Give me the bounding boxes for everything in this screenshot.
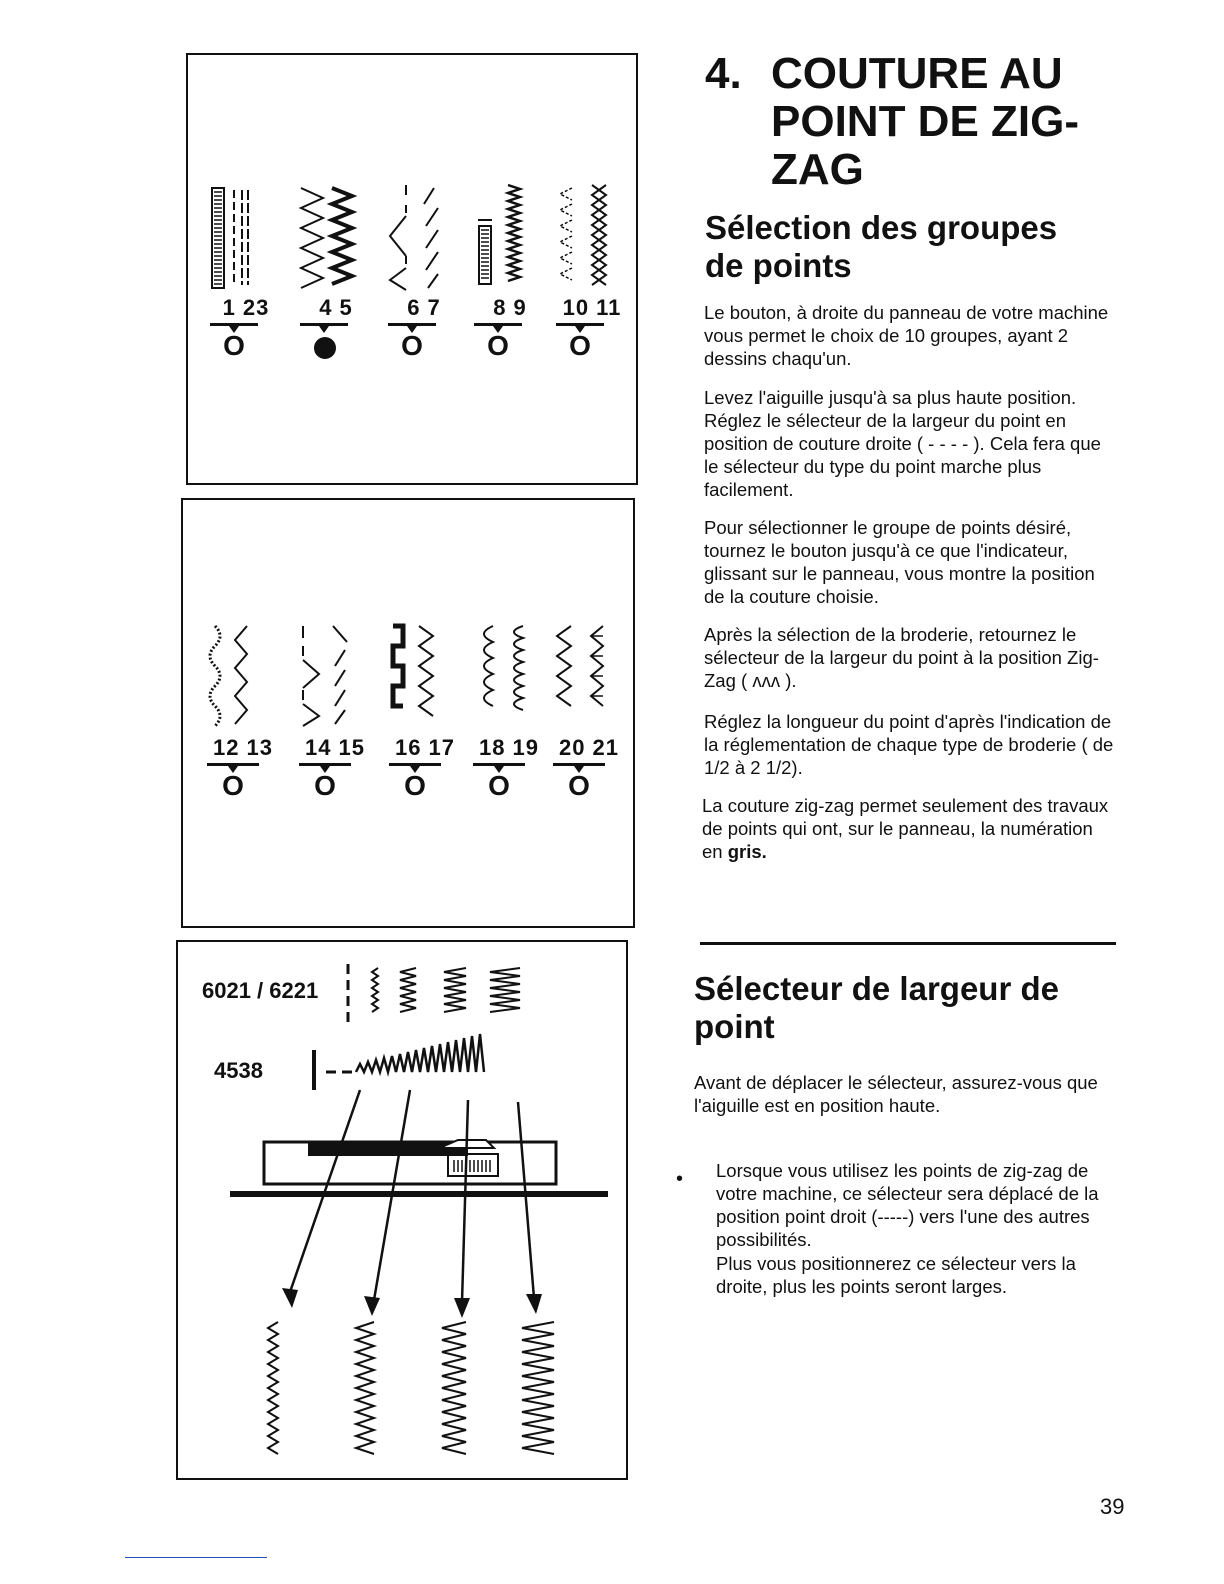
paragraph-2: Levez l'aiguille jusqu'à sa plus haute position. Réglez le sélecteur de la largeur du point en position de couture droite ( - - - - ). Cela fera que le sélecteur du type du point marche plus facilement. <box>704 387 1101 500</box>
stitch-numbers: 1 23 <box>222 295 270 320</box>
stitch-pattern-icon <box>295 618 375 748</box>
section-title-width-selector: Sélecteur de largeur de point <box>694 970 1059 1045</box>
stitch-numbers: 14 15 <box>304 735 366 760</box>
stitch-numbers: 10 11 <box>562 295 622 320</box>
stitch-panel-2 <box>181 498 635 928</box>
stitch-numbers: 6 7 <box>407 295 441 320</box>
indicator-circle: O <box>487 330 509 361</box>
paragraph-6-text: La couture zig-zag permet seulement des travaux de points qui ont, sur le panneau, la numération en <box>702 795 1109 862</box>
width-selector-diagram <box>178 942 626 1478</box>
model-label-6021-6221: 6021 / 6221 <box>202 978 319 1003</box>
indicator-circle: O <box>223 330 245 361</box>
bullet-dot: • <box>676 1168 684 1190</box>
indicator-circle: O <box>314 770 336 801</box>
stitch-numbers: 18 19 <box>478 735 540 760</box>
stitch-pattern-icon <box>384 180 464 310</box>
stitch-pattern-icon <box>296 180 376 310</box>
paragraph-1: Le bouton, à droite du panneau de votre machine vous permet le choix de 10 groupes, ayant 2 dessins chaqu'un. <box>704 302 1109 369</box>
paragraph-4: Après la sélection de la broderie, retournez le sélecteur de la largeur du point à la position Zig-Zag ( ʌʌʌ ). <box>704 624 1099 691</box>
stitch-numbers: 4 5 <box>319 295 353 320</box>
chapter-number: 4. <box>705 49 742 98</box>
stitch-pattern-icon <box>549 618 629 748</box>
page-number: 39 <box>1100 1494 1125 1519</box>
stitch-pattern-icon <box>385 618 465 748</box>
bold-gris: gris. <box>727 841 767 862</box>
indicator-circle: O <box>488 770 510 801</box>
indicator-circle: O <box>404 770 426 801</box>
paragraph-5: Réglez la longueur du point d'après l'indication de la réglementation de chaque type de broderie ( de 1/2 à 2 1/2). <box>704 711 1114 778</box>
indicator-dot <box>314 337 336 359</box>
model-label-4538: 4538 <box>214 1058 263 1083</box>
stitch-numbers: 8 9 <box>493 295 527 320</box>
stitch-pattern-icon <box>552 180 632 310</box>
stitch-pattern-icon <box>206 180 286 310</box>
bullet-paragraph-continued: Plus vous positionnerez ce sélecteur vers la droite, plus les points seront larges. <box>716 1253 1076 1297</box>
stitch-pattern-icon <box>203 618 283 748</box>
indicator-circle: O <box>569 330 591 361</box>
stitch-numbers: 12 13 <box>212 735 274 760</box>
stitch-panel-1 <box>186 53 638 485</box>
paragraph-3: Pour sélectionner le groupe de points désiré, tournez le bouton jusqu'à ce que l'indicateur, glissant sur le panneau, vous montre la position de la couture choisie. <box>704 517 1095 607</box>
chapter-title: COUTURE AU POINT DE ZIG-ZAG <box>771 49 1079 194</box>
indicator-circle: O <box>222 770 244 801</box>
intro-paragraph: Avant de déplacer le sélecteur, assurez-vous que l'aiguille est en position haute. <box>694 1072 1098 1116</box>
stitch-numbers: 20 21 <box>558 735 620 760</box>
stitch-pattern-icon <box>469 618 549 748</box>
paragraph-6 <box>702 794 1117 863</box>
width-selector-panel <box>176 940 628 1480</box>
stitch-numbers: 16 17 <box>394 735 456 760</box>
indicator-circle: O <box>568 770 590 801</box>
bullet-paragraph: Lorsque vous utilisez les points de zig-zag de votre machine, ce sélecteur sera déplacé de la position point droit (-----) vers l'une des autres possibilités. <box>716 1160 1099 1250</box>
section-divider <box>700 942 1116 945</box>
pointer-triangle <box>319 326 329 333</box>
footer-line <box>125 1557 267 1558</box>
indicator-circle: O <box>401 330 423 361</box>
stitch-pattern-icon <box>470 180 550 310</box>
section-title-selection: Sélection des groupes de points <box>705 209 1058 284</box>
